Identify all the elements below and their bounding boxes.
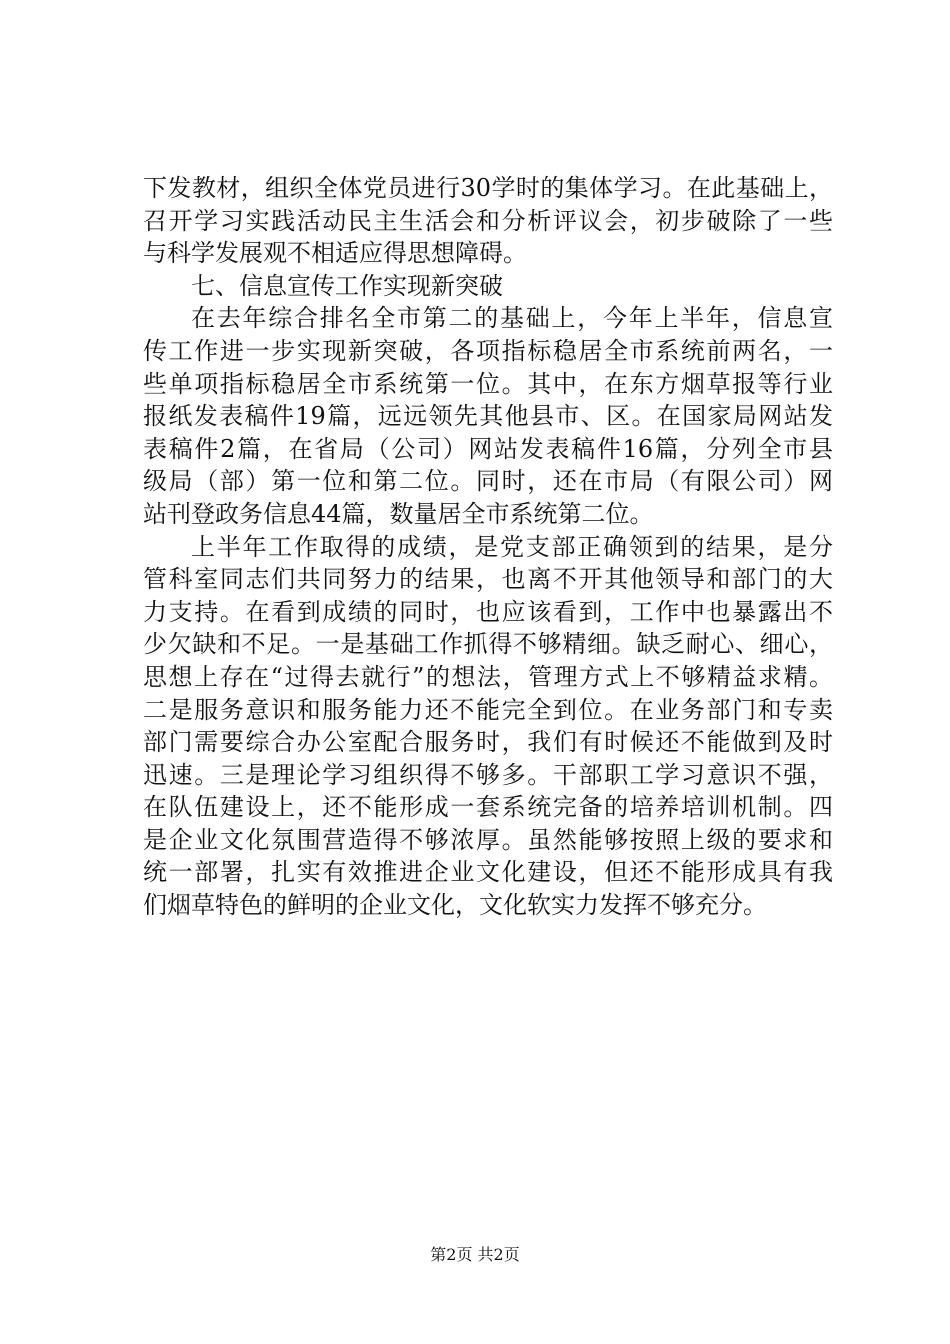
text-line: 部门需要综合办公室配合服务时，我们有时候还不能做到及时 xyxy=(143,728,833,757)
text-line: 统一部署，扎实有效推进企业文化建设，但还不能形成具有我 xyxy=(143,858,833,887)
text-line: 在去年综合排名全市第二的基础上，今年上半年，信息宣 xyxy=(191,304,833,333)
text-line: 二是服务意识和服务能力还不能完全到位。在业务部门和专卖 xyxy=(143,695,833,724)
document-body xyxy=(143,172,833,922)
text-line: 迅速。三是理论学习组织得不够多。干部职工学习意识不强， xyxy=(143,760,833,789)
text-line: 少欠缺和不足。一是基础工作抓得不够精细。缺乏耐心、细心， xyxy=(143,630,833,659)
text-line: 是企业文化氛围营造得不够浓厚。虽然能够按照上级的要求和 xyxy=(143,825,833,854)
text-line: 力支持。在看到成绩的同时，也应该看到，工作中也暴露出不 xyxy=(143,597,833,626)
text-line: 召开学习实践活动民主生活会和分析评议会，初步破除了一些 xyxy=(143,206,833,235)
text-line: 传工作进一步实现新突破，各项指标稳居全市系统前两名，一 xyxy=(143,336,833,365)
text-line: 报纸发表稿件19篇，远远领先其他县市、区。在国家局网站发 xyxy=(143,402,833,431)
text-line: 级局（部）第一位和第二位。同时，还在市局（有限公司）网 xyxy=(143,467,833,496)
text-line: 思想上存在“过得去就行”的想法，管理方式上不够精益求精。 xyxy=(143,662,833,691)
page-footer: 第2页 共2页 xyxy=(430,1245,520,1264)
text-line: 些单项指标稳居全市系统第一位。其中，在东方烟草报等行业 xyxy=(143,369,833,398)
text-line: 上半年工作取得的成绩，是党支部正确领到的结果，是分 xyxy=(191,532,833,561)
section-heading: 七、信息宣传工作实现新突破 xyxy=(191,271,503,300)
text-line: 表稿件2篇，在省局（公司）网站发表稿件16篇，分列全市县 xyxy=(143,434,833,463)
text-line: 下发教材，组织全体党员进行30学时的集体学习。在此基础上， xyxy=(143,174,833,202)
text-line: 们烟草特色的鲜明的企业文化，文化软实力发挥不够充分。 xyxy=(143,891,767,920)
text-line: 管科室同志们共同努力的结果，也离不开其他领导和部门的大 xyxy=(143,565,833,594)
text-line: 在队伍建设上，还不能形成一套系统完备的培养培训机制。四 xyxy=(143,793,833,822)
text-line: 与科学发展观不相适应得思想障碍。 xyxy=(143,239,527,268)
text-line: 站刊登政务信息44篇，数量居全市系统第二位。 xyxy=(143,499,654,528)
